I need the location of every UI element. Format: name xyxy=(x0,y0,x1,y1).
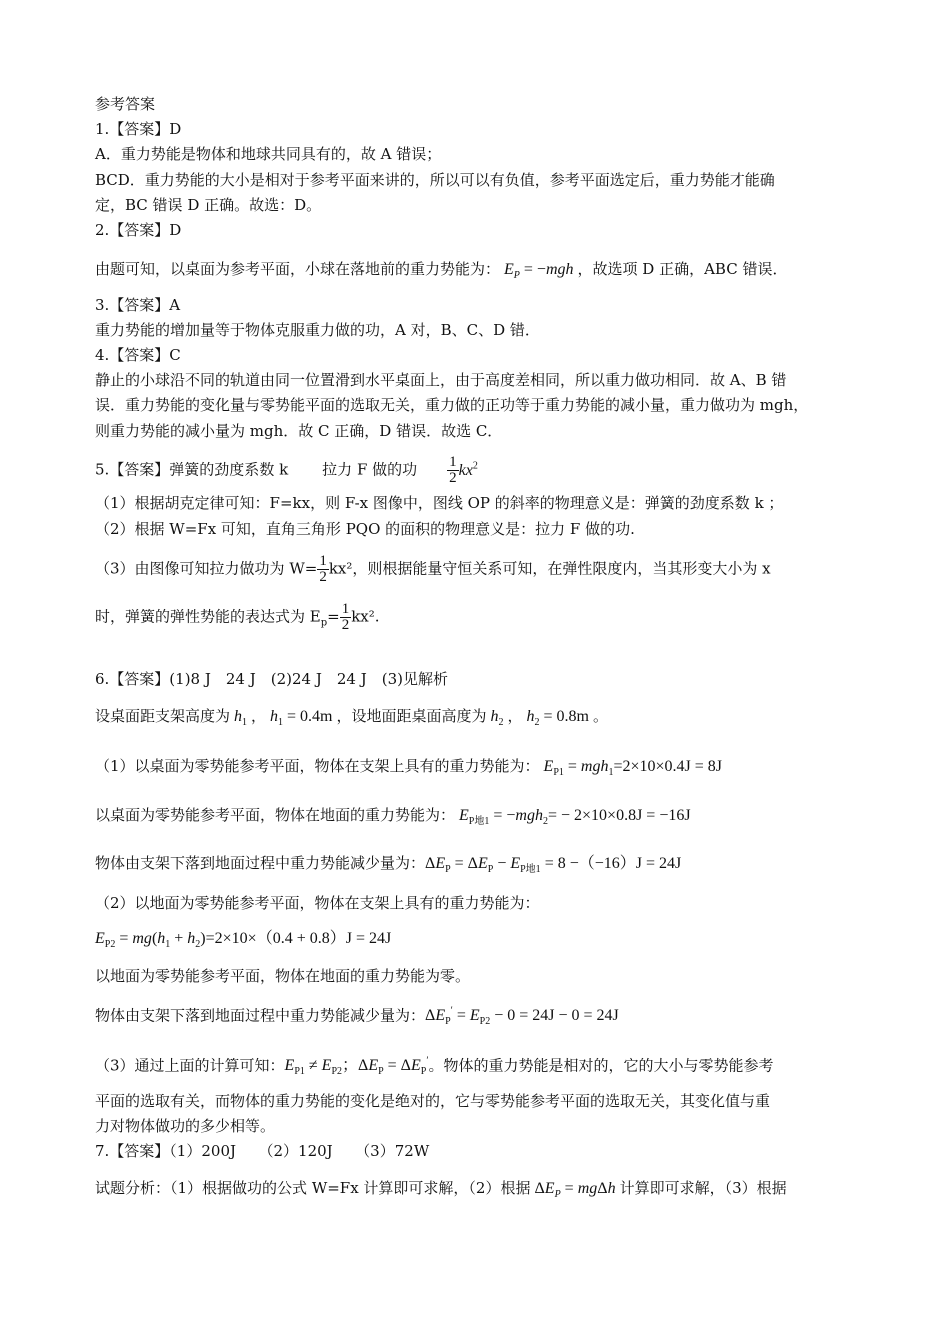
q5-line-4: 时，弹簧的弹性势能的表达式为 $E_p=$ $\frac{1}{2}$ kx². xyxy=(95,601,380,633)
q3-line-1: 重力势能的增加量等于物体克服重力做的功，A 对，B、C、D 错． xyxy=(95,321,540,339)
q6-line-11: 力对物体做功的多少相等。 xyxy=(95,1117,276,1135)
q5-line-2: （2）根据 W=Fx 可知，直角三角形 PQO 的面积的物理意义是：拉力 F 做的功. xyxy=(95,520,635,538)
q1-answer: 1.【答案】D xyxy=(95,120,182,138)
q4-answer: 4.【答案】C xyxy=(95,346,181,364)
q6-line-5: （2）以地面为零势能参考平面，物体在支架上具有的重力势能为： xyxy=(95,894,540,912)
q6-line-8: 物体由支架下落到地面过程中重力势能减少量为：$\Delta E_P' = E_{P2} - 0 = 24J - 0 = 24J$ xyxy=(95,1006,619,1028)
q3-answer: 3.【答案】A xyxy=(95,296,181,314)
q7-line-1: 试题分析：（1）根据做功的公式 W=Fx 计算即可求解，（2）根据 $\Delta E_P = mg\Delta h$ 计算即可求解，（3）根据 xyxy=(95,1179,787,1201)
fraction-half: $\frac{1}{2}$ xyxy=(319,553,327,585)
q5-line-3: （3）由图像可知拉力做功为 W= $\frac{1}{2}$ kx²，则根据能量守恒关系可知，在弹性限度内，当其形变大小为 x xyxy=(95,553,771,585)
q6-line-6: $E_{P2} = mg(h_1 + h_2)=2\times 10\times(0.4 + 0.8)J = 24J$ xyxy=(95,930,392,951)
q6-answer: 6.【答案】(1)8 J 24 J (2)24 J 24 J (3)见解析 xyxy=(95,670,448,688)
q7-answer: 7.【答案】（1）200J （2）120J （3）72W xyxy=(95,1142,430,1160)
q4-line-2: 误．重力势能的变化量与零势能平面的选取无关，重力做的正功等于重力势能的减小量，重力做功为 mgh， xyxy=(95,396,809,414)
q1-line-3: 定，BC 错误 D 正确。故选：D。 xyxy=(95,196,322,214)
q6-line-10: 平面的选取有关，而物体的重力势能的变化是绝对的，它与零势能参考平面的选取无关，其变化值与重 xyxy=(95,1092,771,1110)
q6-line-4: 物体由支架下落到地面过程中重力势能减少量为：$\Delta E_P = \Delta E_P - E_{P地1} = 8 -(-16)J = 24J$ xyxy=(95,854,682,876)
fraction-half: $\frac{1}{2}$ xyxy=(449,454,457,486)
q5-answer: 5.【答案】弹簧的劲度系数 k 拉力 F 做的功 $\frac{1}{2}$ $kx^2$ xyxy=(95,454,478,486)
q2-line-1: 由题可知，以桌面为参考平面，小球在落地前的重力势能为： $E_P = -mgh$ ，故选项 D 正确，ABC 错误． xyxy=(95,260,788,282)
q6-line-9: （3）通过上面的计算可知：$E_{P1} \ne E_{P2}$；$\Delta E_P = \Delta E_P'$。物体的重力势能是相对的，它的大小与零势能参考 xyxy=(95,1056,774,1078)
q6-line-2: （1）以桌面为零势能参考平面，物体在支架上具有的重力势能为： $E_{P1} = mgh_1=2\times 10\times 0.4J = 8J$ xyxy=(95,757,723,779)
q4-line-3: 则重力势能的减小量为 mgh．故 C 正确，D 错误．故选 C． xyxy=(95,422,503,440)
q4-line-1: 静止的小球沿不同的轨道由同一位置滑到水平桌面上，由于高度差相同，所以重力做功相同．故 A、B 错 xyxy=(95,371,787,389)
formula-potential-energy: $E_P = -mgh$ xyxy=(504,261,574,282)
q2-answer: 2.【答案】D xyxy=(95,221,182,239)
fraction-half: $\frac{1}{2}$ xyxy=(341,601,350,633)
q6-line-1: 设桌面距支架高度为 $h_1$ ， $h_1 = 0.4m$ ，设地面距桌面高度为 $h_2$ ， $h_2 = 0.8m$ 。 xyxy=(95,707,609,729)
q6-line-3: 以桌面为零势能参考平面，物体在地面的重力势能为： $E_{P地1} = -mgh_2= - 2\times 10\times 0.8J = -16J$ xyxy=(95,806,691,828)
q6-line-7: 以地面为零势能参考平面，物体在地面的重力势能为零。 xyxy=(95,967,471,985)
heading: 参考答案 xyxy=(95,95,156,113)
q1-line-2: BCD．重力势能的大小是相对于参考平面来讲的，所以可以有负值，参考平面选定后，重力势能才能确 xyxy=(95,171,775,189)
q1-line-1: A．重力势能是物体和地球共同具有的，故 A 错误； xyxy=(95,145,442,163)
q5-line-1: （1）根据胡克定律可知：F=kx，则 F-x 图像中，图线 OP 的斜率的物理意义是：弹簧的劲度系数 k ； xyxy=(95,494,784,512)
